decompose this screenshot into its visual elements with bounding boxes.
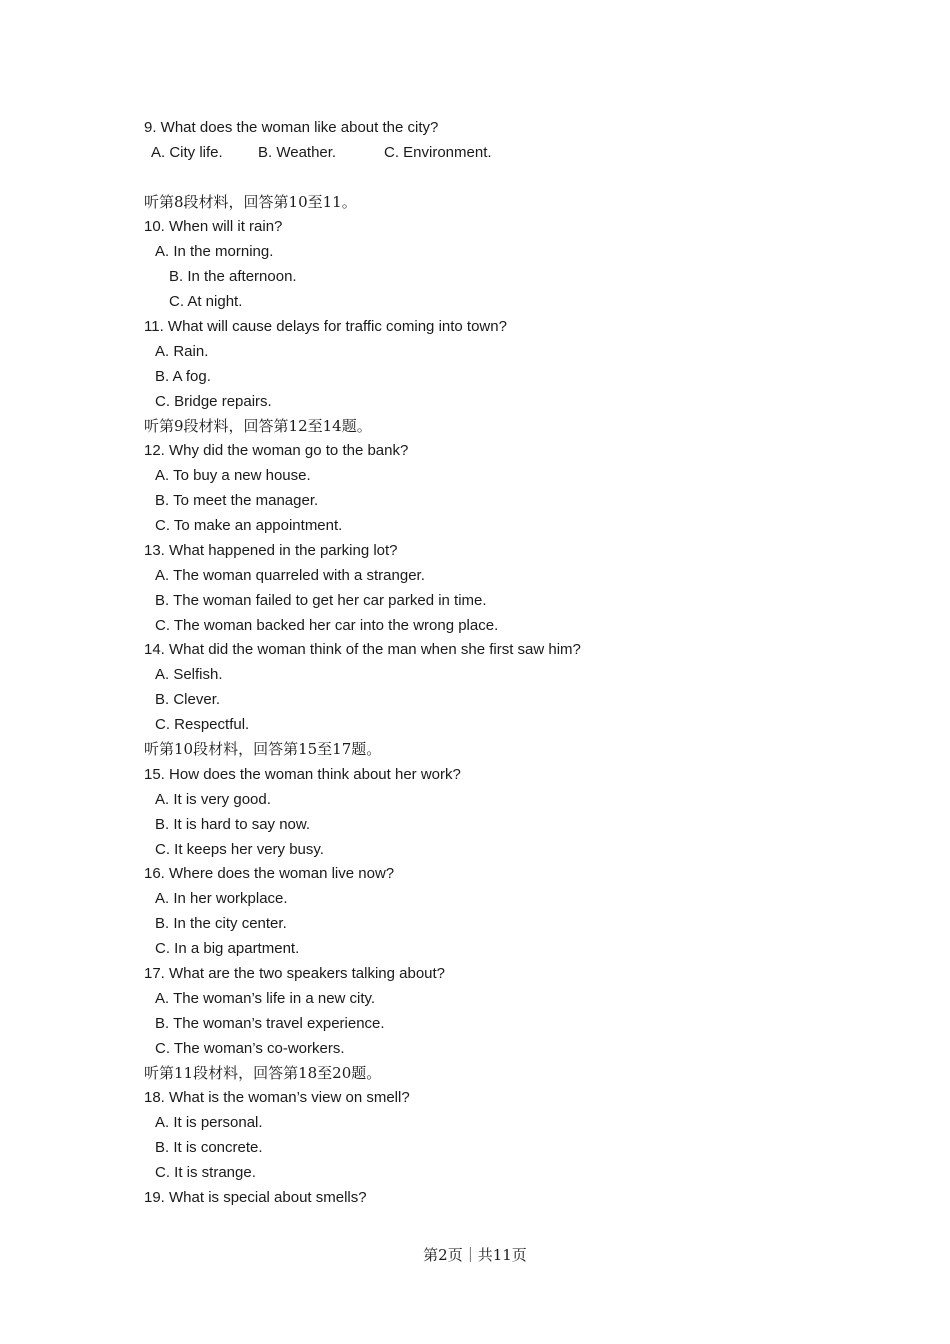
- option-b: B. It is hard to say now.: [155, 816, 311, 833]
- section-heading-10: 听第10段材料，回答第15至17题。: [144, 740, 382, 758]
- option-a: A. It is personal.: [155, 1114, 263, 1131]
- option-b: B. Clever.: [155, 691, 221, 708]
- option-c: C. The woman’s co-workers.: [155, 1040, 345, 1057]
- option-c: C. At night.: [169, 293, 243, 310]
- option-b: B. Weather.: [258, 144, 337, 161]
- option-b: B. In the city center.: [155, 915, 287, 932]
- question-12: 12. Why did the woman go to the bank?: [144, 442, 409, 459]
- option-a: A. Selfish.: [155, 666, 223, 683]
- option-a: A. Rain.: [155, 343, 209, 360]
- option-c: C. It is strange.: [155, 1164, 256, 1181]
- option-a: A. The woman quarreled with a stranger.: [155, 567, 425, 584]
- question-19: 19. What is special about smells?: [144, 1189, 367, 1206]
- option-a: A. The woman’s life in a new city.: [155, 990, 376, 1007]
- option-c: C. In a big apartment.: [155, 940, 300, 957]
- option-b: B. To meet the manager.: [155, 492, 319, 509]
- option-b: B. A fog.: [155, 368, 211, 385]
- page-footer: 第2页｜共11页: [423, 1246, 527, 1264]
- question-9: 9. What does the woman like about the city?: [144, 119, 439, 136]
- option-c: C. Bridge repairs.: [155, 393, 272, 410]
- question-11: 11. What will cause delays for traffic coming into town?: [144, 318, 507, 335]
- question-14: 14. What did the woman think of the man when she first saw him?: [144, 641, 581, 658]
- option-a: A. To buy a new house.: [155, 467, 311, 484]
- question-18: 18. What is the woman’s view on smell?: [144, 1089, 410, 1106]
- option-b: B. The woman’s travel experience.: [155, 1015, 385, 1032]
- option-a: A. City life.: [151, 144, 223, 161]
- option-b: B. It is concrete.: [155, 1139, 263, 1156]
- question-10: 10. When will it rain?: [144, 218, 283, 235]
- question-16: 16. Where does the woman live now?: [144, 865, 395, 882]
- question-13: 13. What happened in the parking lot?: [144, 542, 398, 559]
- option-b: B. The woman failed to get her car parked in time.: [155, 592, 487, 609]
- option-b: B. In the afternoon.: [169, 268, 297, 285]
- option-c: C. It keeps her very busy.: [155, 841, 324, 858]
- option-c: C. Respectful.: [155, 716, 250, 733]
- question-17: 17. What are the two speakers talking about?: [144, 965, 446, 982]
- question-15: 15. How does the woman think about her work?: [144, 766, 461, 783]
- section-heading-9: 听第9段材料，回答第12至14题。: [144, 417, 372, 435]
- option-a: A. In the morning.: [155, 243, 274, 260]
- section-heading-8: 听第8段材料，回答第10至11。: [144, 193, 357, 211]
- option-a: A. It is very good.: [155, 791, 271, 808]
- option-c: C. The woman backed her car into the wrong place.: [155, 617, 499, 634]
- option-c: C. To make an appointment.: [155, 517, 343, 534]
- option-a: A. In her workplace.: [155, 890, 288, 907]
- option-c: C. Environment.: [384, 144, 492, 161]
- section-heading-11: 听第11段材料，回答第18至20题。: [144, 1064, 382, 1082]
